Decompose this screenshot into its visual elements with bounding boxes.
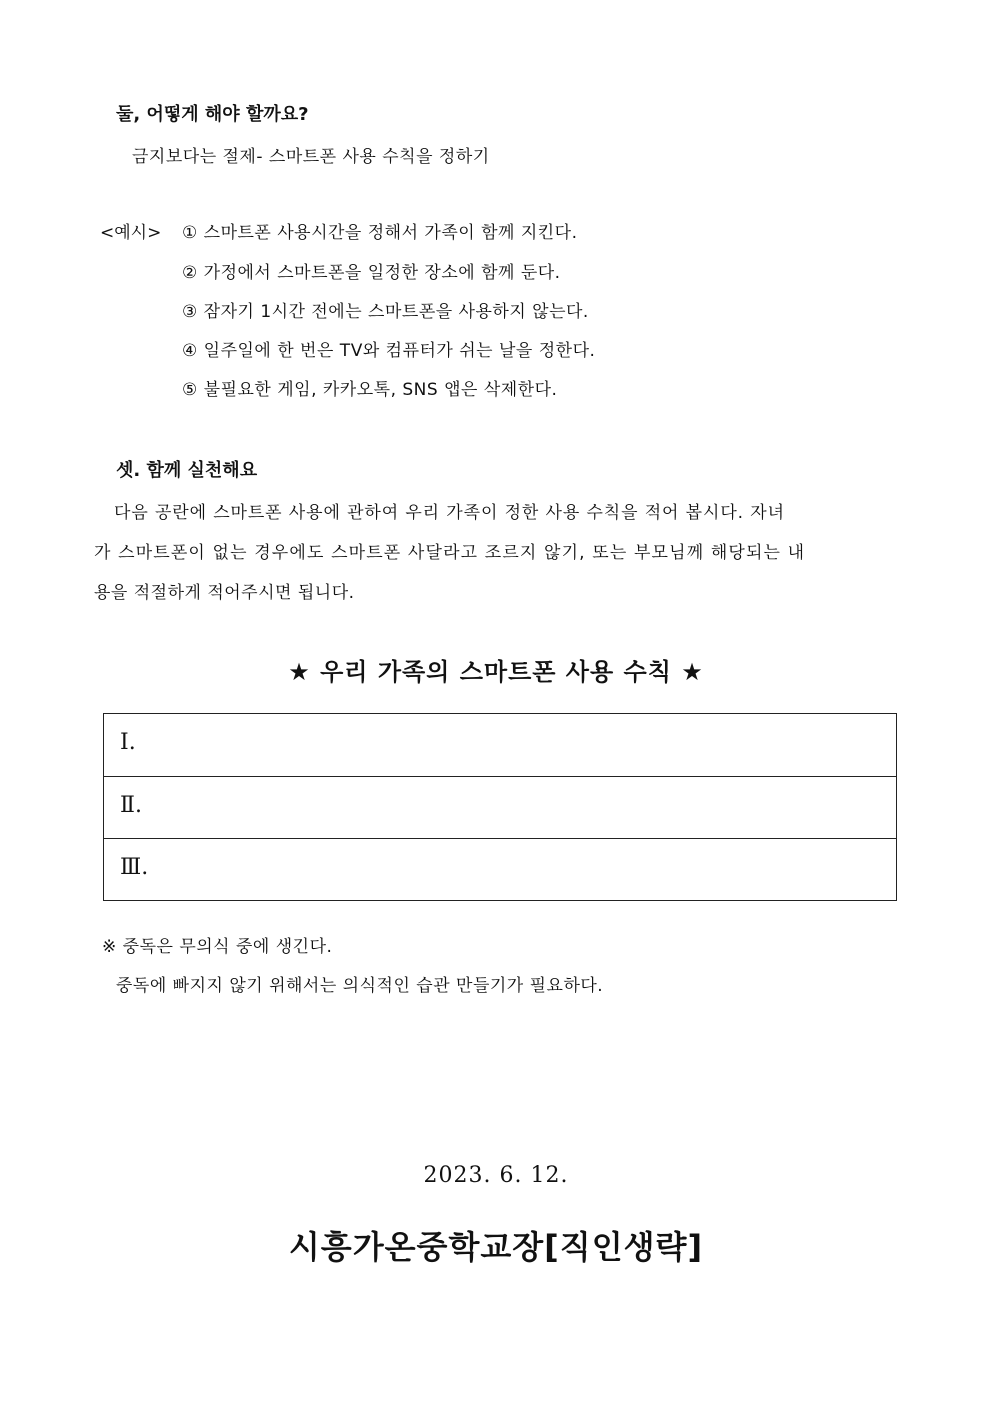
section2-heading: 둘, 어떻게 해야 할까요?	[116, 104, 309, 125]
document-date: 2023. 6. 12.	[423, 1163, 569, 1188]
example-item: ④ 일주일에 한 번은 TV와 컴퓨터가 쉬는 날을 정한다.	[182, 341, 596, 361]
paragraph-line: 다음 공란에 스마트폰 사용에 관하여 우리 가족이 정한 사용 수칙을 적어 봅시다. 자녀	[114, 503, 785, 523]
rules-table-title: ★ 우리 가족의 스마트폰 사용 수칙 ★	[288, 658, 704, 686]
example-item: ③ 잠자기 1시간 전에는 스마트폰을 사용하지 않는다.	[182, 302, 589, 322]
rule-row[interactable]	[104, 839, 896, 901]
rule-row[interactable]	[104, 714, 896, 777]
example-item: ① 스마트폰 사용시간을 정해서 가족이 함께 지킨다.	[182, 223, 578, 243]
note-line: ※ 중독은 무의식 중에 생긴다.	[102, 937, 333, 957]
signature: 시흥가온중학교장[직인생략]	[288, 1228, 704, 1266]
section3-heading: 셋. 함께 실천해요	[116, 460, 258, 481]
paragraph-line: 가 스마트폰이 없는 경우에도 스마트폰 사달라고 조르지 않기, 또는 부모님께 해당되는 내	[94, 543, 806, 563]
rules-table	[103, 713, 897, 901]
example-item: ② 가정에서 스마트폰을 일정한 장소에 함께 둔다.	[182, 263, 561, 283]
example-label: <예시>	[100, 223, 162, 243]
rule-number: Ⅰ.	[120, 730, 136, 755]
note-line: 중독에 빠지지 않기 위해서는 의식적인 습관 만들기가 필요하다.	[116, 976, 604, 996]
section2-subheading: 금지보다는 절제- 스마트폰 사용 수칙을 정하기	[132, 147, 490, 167]
rule-number: Ⅱ.	[120, 793, 142, 818]
paragraph-line: 용을 적절하게 적어주시면 됩니다.	[94, 583, 355, 603]
rule-row[interactable]	[104, 777, 896, 839]
rule-number: Ⅲ.	[120, 855, 149, 880]
example-item: ⑤ 불필요한 게임, 카카오톡, SNS 앱은 삭제한다.	[182, 380, 558, 400]
